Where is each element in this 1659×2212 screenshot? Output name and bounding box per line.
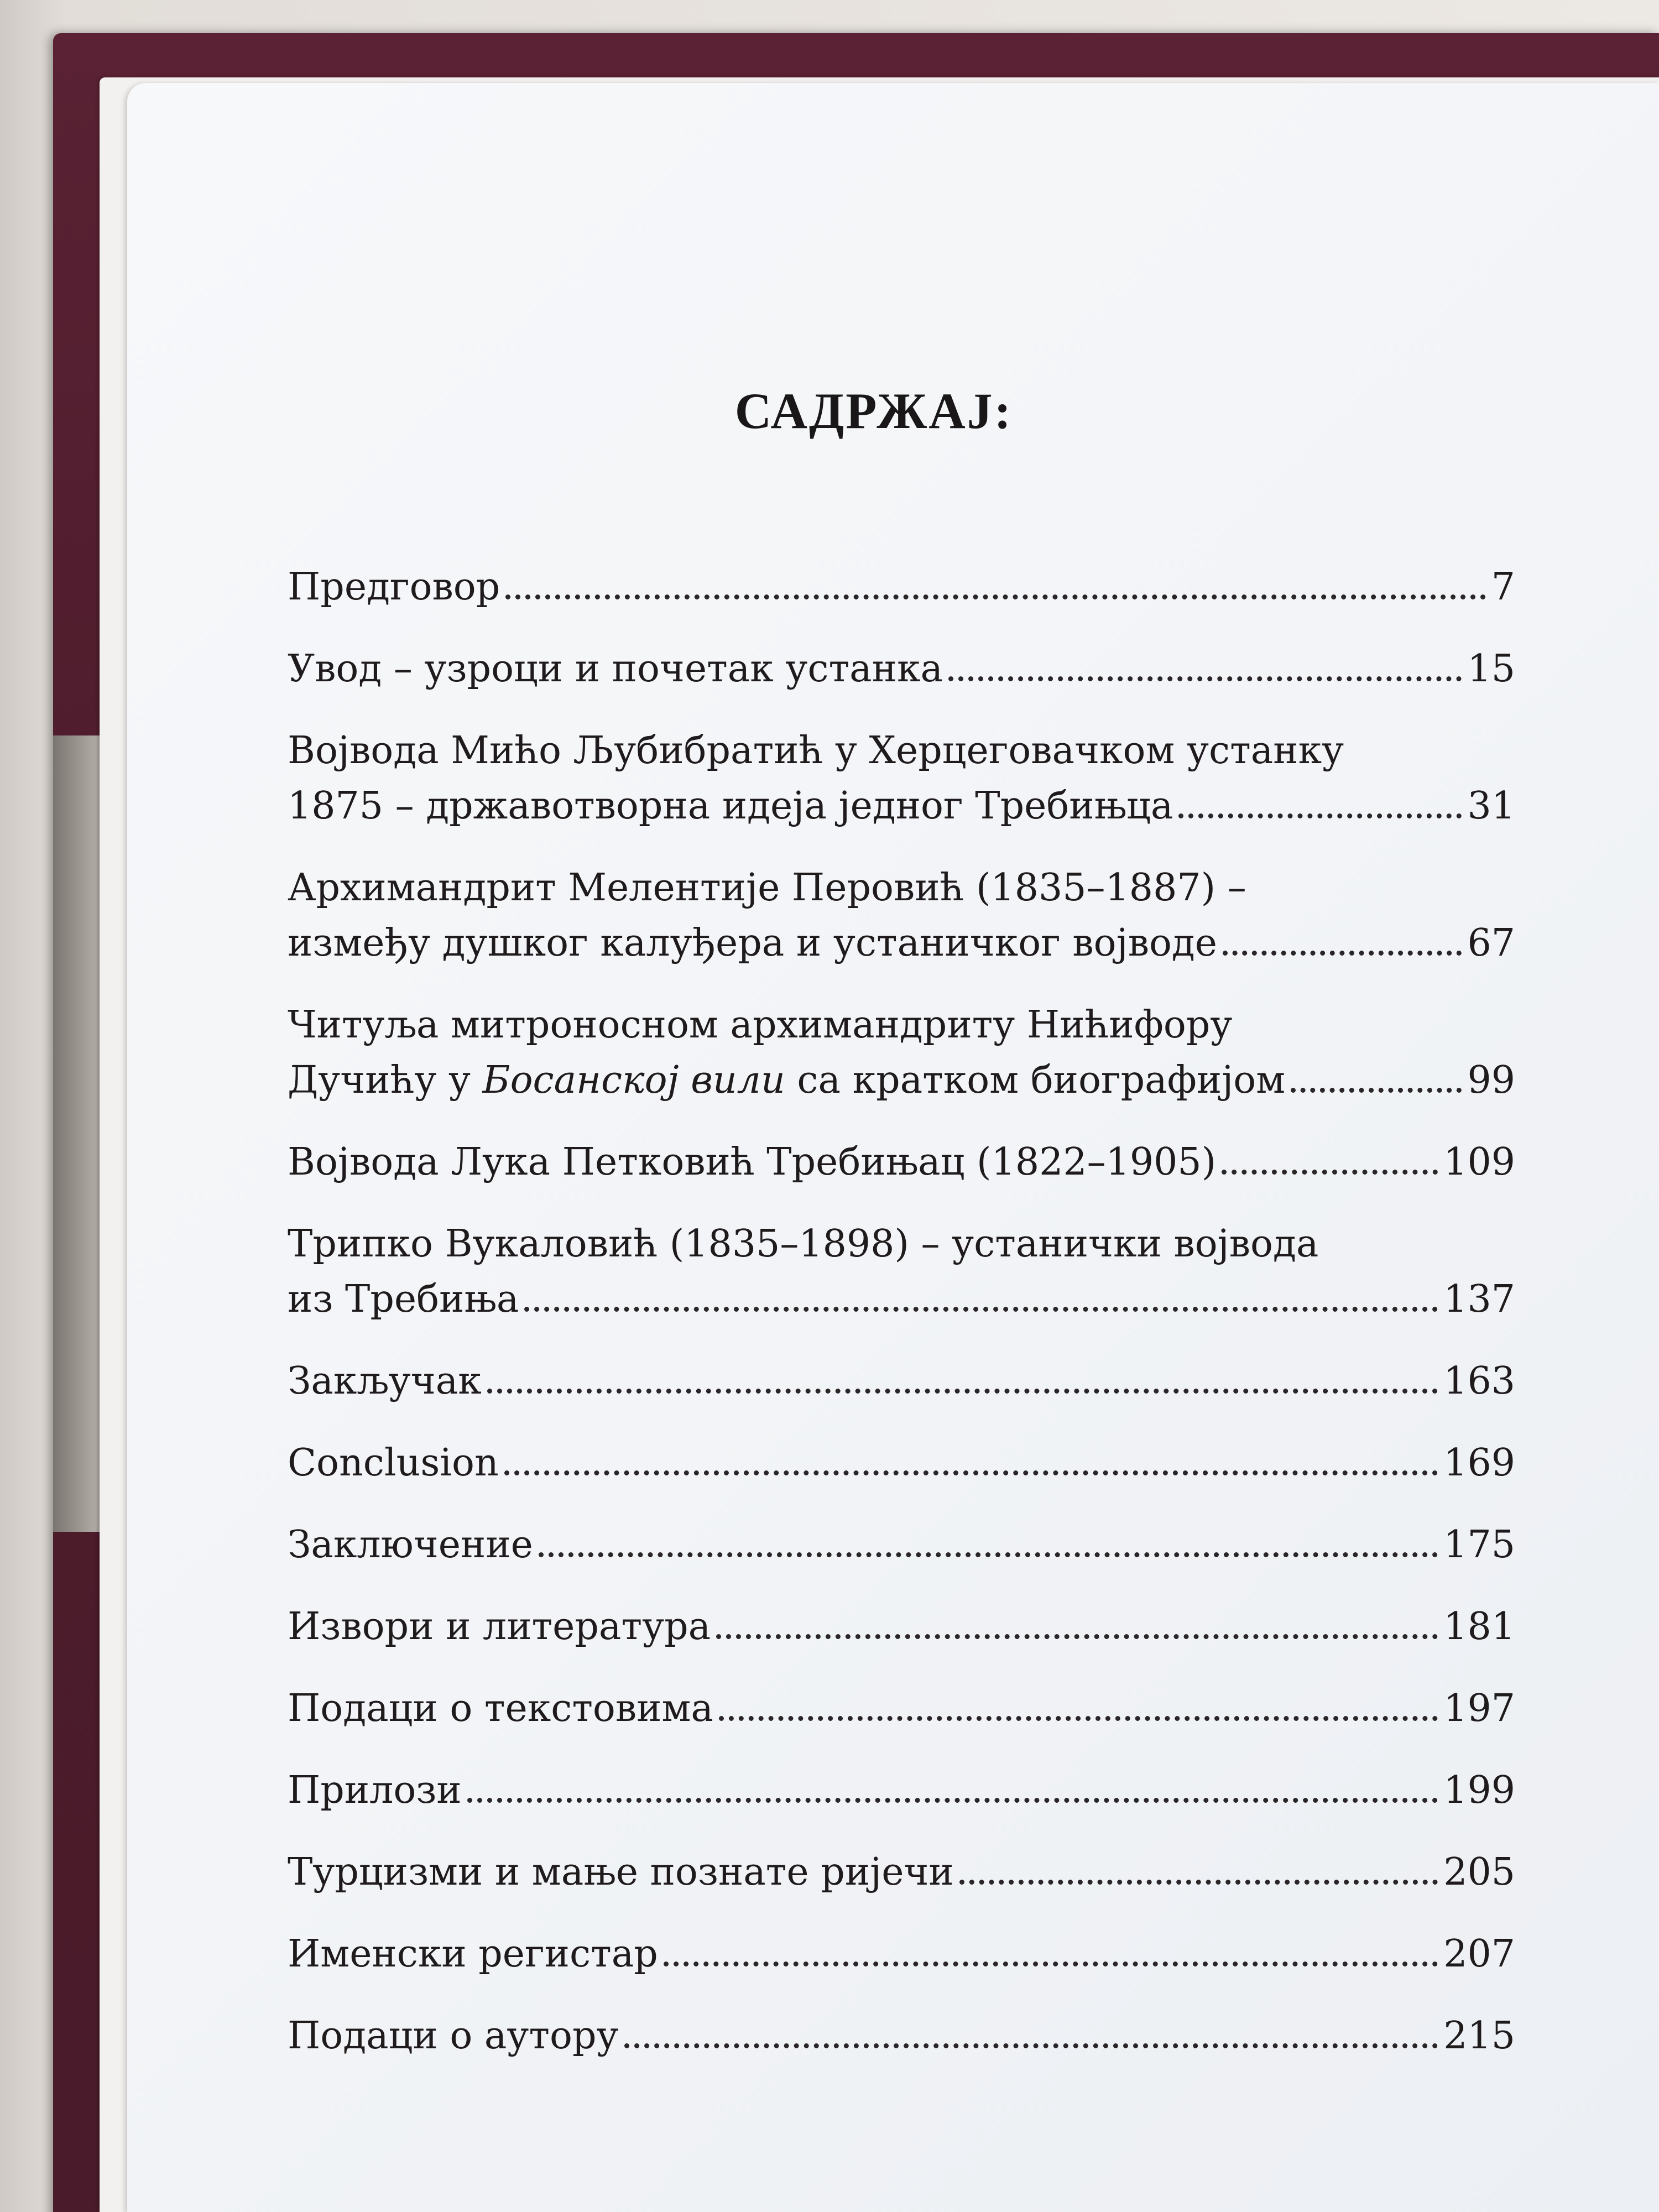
dot-leader — [624, 2043, 1438, 2048]
toc-entry — [288, 723, 1515, 834]
toc-entry-page: 181 — [1443, 1605, 1515, 1648]
table-of-contents — [288, 382, 1515, 2090]
toc-entry-title: Извори и литература — [288, 1605, 711, 1648]
toc-entry — [288, 998, 1515, 1108]
toc-entry — [288, 1599, 1515, 1655]
toc-entries — [288, 560, 1515, 2064]
toc-entry-title: Предговор — [288, 565, 500, 609]
dot-leader — [716, 1634, 1438, 1639]
dot-leader — [524, 1307, 1438, 1312]
toc-entry-page: 175 — [1443, 1523, 1515, 1567]
toc-entry — [288, 1845, 1515, 1900]
toc-entry-title: Прилози — [288, 1768, 462, 1812]
toc-entry — [288, 641, 1515, 697]
toc-entry-title: Турцизми и мање познате ријечи — [288, 1850, 954, 1894]
toc-entry — [288, 2008, 1515, 2064]
toc-entry-title: Подаци о текстовима — [288, 1687, 713, 1730]
toc-entry — [288, 1763, 1515, 1818]
toc-title: САДРЖАЈ: — [734, 383, 1013, 439]
toc-entry-title-line: из Требиња — [288, 1277, 519, 1321]
dot-leader — [959, 1880, 1438, 1885]
toc-entry-title-line: између душког калуђера и устаничког војводе — [288, 921, 1218, 965]
toc-entry — [288, 1135, 1515, 1190]
toc-entry-text-part: Дучићу у — [288, 1058, 483, 1102]
toc-entry-title: Војвода Лука Петковић Требињац (1822–1905) — [288, 1140, 1217, 1184]
toc-entry-page: 169 — [1443, 1441, 1515, 1485]
toc-entry-title-line: Архимандрит Мелентије Перовић (1835–1887) – — [288, 866, 1246, 910]
dot-leader — [664, 1961, 1438, 1966]
toc-entry-title-line: 1875 – државотворна идеја једног Требињца — [288, 784, 1173, 828]
toc-entry-page: 215 — [1443, 2014, 1515, 2058]
dot-leader — [539, 1552, 1438, 1557]
dot-leader — [467, 1798, 1438, 1803]
toc-entry-page: 109 — [1443, 1140, 1515, 1184]
toc-entry-page: 7 — [1491, 565, 1515, 609]
dot-leader — [504, 1470, 1438, 1475]
toc-entry-title-line: Војвода Мићо Љубибратић у Херцеговачком устанку — [288, 729, 1344, 773]
dot-leader — [487, 1389, 1438, 1394]
toc-entry-page: 67 — [1467, 921, 1515, 965]
toc-entry — [288, 1354, 1515, 1409]
toc-entry-page: 31 — [1467, 784, 1515, 828]
toc-entry-text-part: са кратком биографијом — [785, 1058, 1286, 1102]
toc-entry — [288, 1681, 1515, 1736]
toc-entry — [288, 1517, 1515, 1573]
dot-leader — [719, 1716, 1438, 1721]
toc-entry-title: Conclusion — [288, 1441, 499, 1485]
toc-entry-title: Подаци о аутору — [288, 2014, 619, 2058]
toc-entry-italic-title: Босанској вили — [482, 1058, 785, 1102]
toc-entry-page: 99 — [1467, 1058, 1515, 1102]
toc-entry — [288, 1217, 1515, 1327]
toc-entry-page: 15 — [1467, 647, 1515, 691]
toc-entry-title: Увод – узроци и почетак устанка — [288, 647, 943, 691]
toc-entry-title-line — [288, 1053, 1285, 1108]
toc-entry — [288, 560, 1515, 615]
toc-entry-title-line: Читуља митроносном архимандриту Нићифору — [288, 1003, 1233, 1047]
dot-leader — [948, 676, 1462, 681]
toc-entry — [288, 1436, 1515, 1491]
dot-leader — [505, 594, 1485, 599]
dot-leader — [1223, 951, 1462, 956]
dot-leader — [1291, 1088, 1462, 1093]
toc-entry-title: Заключение — [288, 1523, 533, 1567]
dot-leader — [1178, 813, 1462, 818]
toc-entry-page: 137 — [1443, 1277, 1515, 1321]
dot-leader — [1222, 1170, 1438, 1175]
toc-entry-title: Именски регистар — [288, 1932, 658, 1976]
toc-entry-page: 163 — [1443, 1359, 1515, 1403]
toc-entry-page: 205 — [1443, 1850, 1515, 1894]
toc-entry — [288, 1927, 1515, 1982]
toc-entry-page: 197 — [1443, 1687, 1515, 1730]
toc-entry-page: 207 — [1443, 1932, 1515, 1976]
toc-entry — [288, 860, 1515, 971]
toc-entry-title: Закључак — [288, 1359, 482, 1403]
toc-entry-page: 199 — [1443, 1768, 1515, 1812]
toc-entry-title-line: Трипко Вукаловић (1835–1898) – устанички војвода — [288, 1222, 1319, 1266]
